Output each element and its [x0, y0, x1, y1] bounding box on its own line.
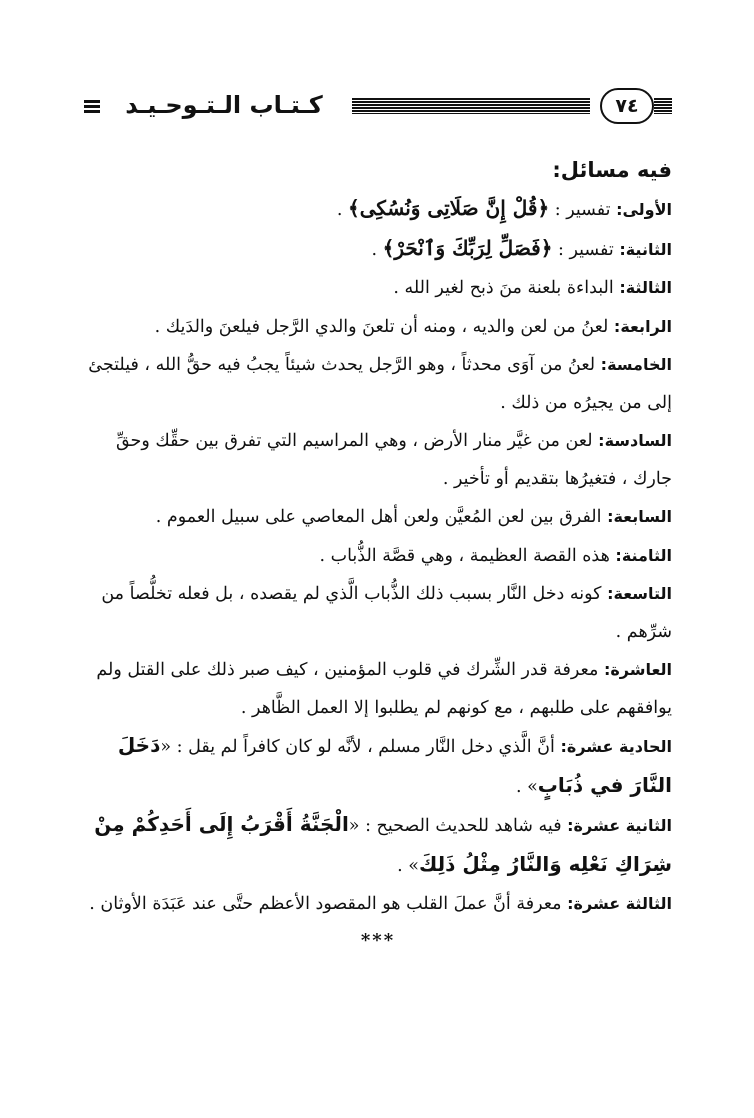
issue-label: الخامسة: — [600, 355, 672, 374]
issue-label: الثانية عشرة: — [567, 816, 672, 835]
issue-label: الثالثة عشرة: — [567, 894, 672, 913]
issue-text: فيه شاهد للحديث الصحيح : « — [348, 816, 562, 836]
issue-item — [84, 537, 672, 576]
issue-text: معرفة قدر الشِّرك في قلوب المؤمنين ، كيف صبر ذلك على القتل ولم يوافقهم على طلبهم ، مع كونهم لم يطلبوا إلا العمل الظَّاهر . — [96, 660, 672, 718]
issue-text: لعنُ من لعن والديه ، ومنه أن تلعنَ والدي الرَّجل فيلعنَ والدَيك . — [154, 316, 609, 337]
issue-label: التاسعة: — [607, 584, 672, 603]
issue-label: العاشرة: — [603, 660, 672, 679]
issue-label: الرابعة: — [613, 316, 672, 336]
issue-item — [84, 308, 672, 347]
issue-label: الثالثة: — [619, 278, 672, 297]
header-rule — [352, 98, 590, 114]
quran-verse: ﴿فَصَلِّ لِرَبِّكَ وَٱنْحَرْ﴾ — [382, 235, 553, 260]
header-ornament — [84, 100, 100, 114]
issue-item — [84, 727, 672, 806]
issue-item — [84, 346, 672, 422]
issue-label: السابعة: — [607, 507, 672, 526]
issue-label: السادسة: — [598, 431, 672, 450]
issue-text: لعن من غيَّر منار الأرض ، وهي المراسيم التي تفرق بين حقِّك وحقِّ جارك ، فتغيرُها بتقديم أو تأخير . — [115, 431, 672, 489]
issue-tail: » . — [397, 855, 419, 876]
page-header — [84, 88, 672, 124]
issue-text: تفسير : — [549, 200, 611, 220]
section-heading: فيه مسائل: — [552, 158, 672, 182]
issue-item — [84, 806, 672, 885]
hadith-quote: الْجَنَّةُ أَقْرَبُ إِلَى أَحَدِكُمْ مِنْ شِرَاكِ نَعْلِه وَالنَّارُ مِثْلُ ذَلِكَ — [94, 812, 672, 876]
issue-item — [84, 498, 672, 537]
issue-text: أنَّ الَّذي دخل النَّار مسلم ، لأنَّه لو كان كافراً لم يقل : « — [160, 737, 555, 757]
issue-label: الثامنة: — [615, 545, 672, 565]
issue-tail: » . — [515, 776, 538, 797]
issue-item — [84, 885, 672, 924]
issue-text: الفرق بين لعن المُعيَّن ولعن أهل المعاصي على سبيل العموم . — [155, 507, 602, 527]
quran-verse: ﴿قُلْ إِنَّ صَلَاتِى وَنُسُكِى﴾ — [347, 196, 550, 220]
issue-item — [84, 230, 672, 270]
issue-text: لعنُ من آوَى محدثاً ، وهو الرَّجل يحدث شيئاً يجبُ فيه حقُّ الله ، فيلتجئ إلى من يجيرُه من ذلك . — [88, 355, 672, 413]
issue-tail: . — [371, 239, 383, 260]
issue-label: الأولى: — [616, 200, 672, 219]
section-end-mark: *** — [360, 929, 396, 951]
issue-text: البداءة بلعنة منَ ذبح لغير الله . — [393, 278, 614, 298]
issue-item — [84, 651, 672, 727]
issue-label: الثانية: — [619, 239, 672, 259]
issue-text: هذه القصة العظيمة ، وهي قصَّة الذُّباب . — [319, 545, 610, 566]
header-rule-end — [654, 98, 672, 114]
issue-text: كونه دخل النَّار بسبب ذلك الذُّباب الَّذي لم يقصده ، بل فعله تخلُّصاً من شرِّهم . — [101, 584, 672, 642]
issue-item — [84, 422, 672, 498]
issue-label: الحادية عشرة: — [560, 737, 672, 756]
issue-text: معرفة أنَّ عملَ القلب هو المقصود الأعظم حتَّى عند عَبَدَة الأوثان . — [89, 894, 562, 914]
page-number: ٧٤ — [600, 88, 654, 124]
issue-tail: . — [336, 200, 348, 220]
hadith-quote: دَخَلَ النَّارَ في ذُبَابٍ — [117, 733, 672, 797]
issue-item — [84, 269, 672, 308]
issue-item — [84, 190, 672, 230]
issue-item — [84, 575, 672, 651]
page-body — [84, 150, 672, 954]
book-title: كـتـاب الـتـوحـيـد — [125, 91, 323, 119]
issue-text: تفسير : — [552, 239, 614, 260]
